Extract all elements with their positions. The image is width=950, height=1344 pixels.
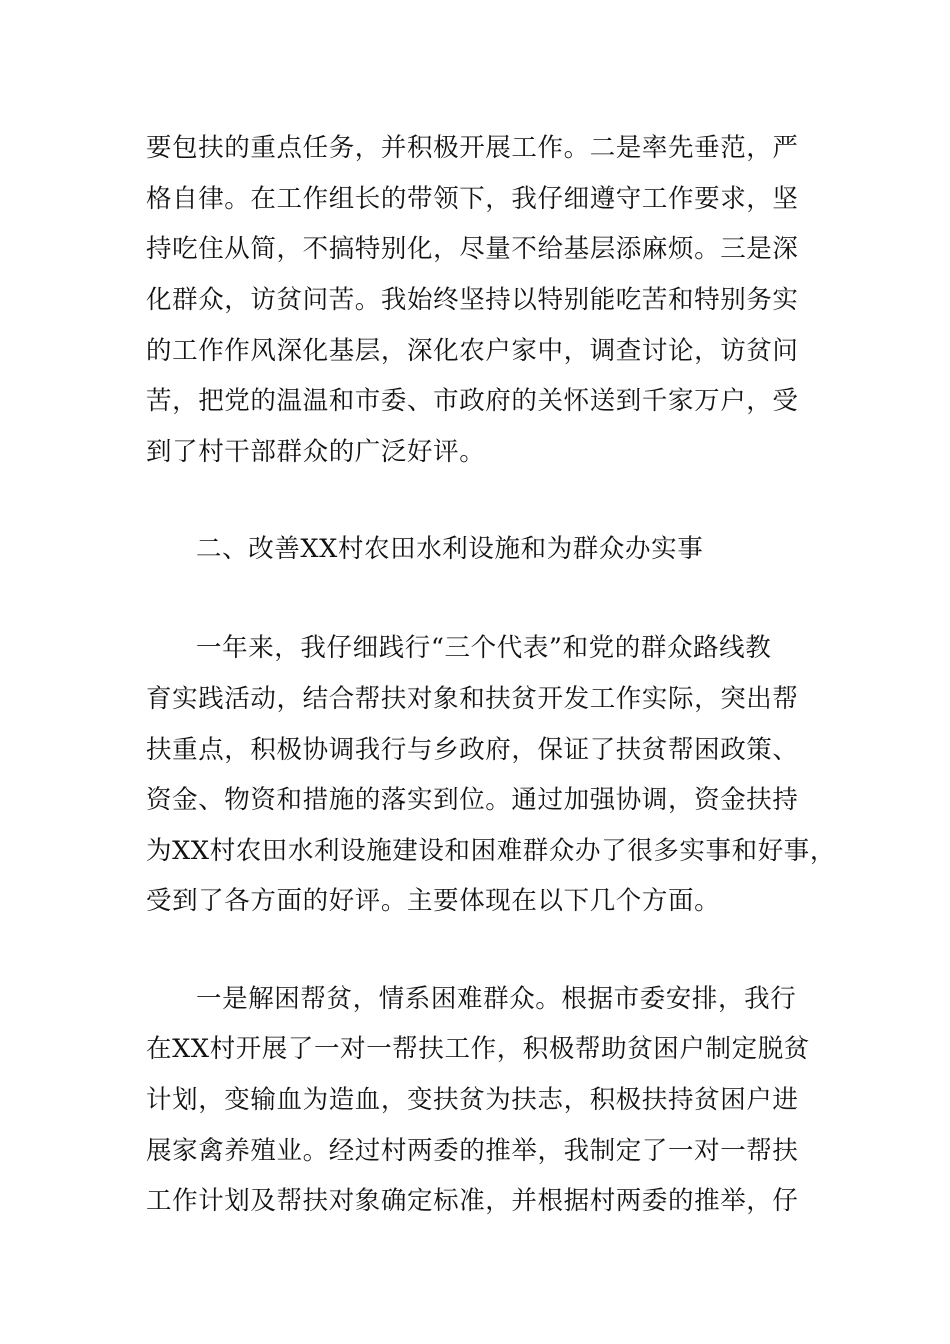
section-heading: 二、改善XX村农田水利设施和为群众办实事 <box>196 534 704 564</box>
paragraph-1-line-7: 到了村干部群众的广泛好评。 <box>146 437 486 467</box>
paragraph-1-line-1: 要包扶的重点任务，并积极开展工作。二是率先垂范，严 <box>146 133 799 163</box>
paragraph-1-line-4: 化群众，访贫问苦。我始终坚持以特别能吃苦和特别务实 <box>146 285 799 315</box>
paragraph-3-line-2: 在XX村开展了一对一帮扶工作，积极帮助贫困户制定脱贫 <box>146 1034 810 1064</box>
paragraph-1-line-3: 持吃住从简，不搞特别化，尽量不给基层添麻烦。三是深 <box>146 234 799 264</box>
paragraph-3-line-3: 计划，变输血为造血，变扶贫为扶志，积极扶持贫困户进 <box>146 1085 799 1115</box>
paragraph-3-line-4: 展家禽养殖业。经过村两委的推举，我制定了一对一帮扶 <box>146 1136 799 1166</box>
paragraph-2-line-4: 资金、物资和措施的落实到位。通过加强协调，资金扶持 <box>146 785 799 815</box>
paragraph-3-line-5: 工作计划及帮扶对象确定标准，并根据村两委的推举，仔 <box>146 1186 799 1216</box>
paragraph-1-line-6: 苦，把党的温温和市委、市政府的关怀送到千家万户，受 <box>146 386 799 416</box>
paragraph-2-line-6: 受到了各方面的好评。主要体现在以下几个方面。 <box>146 886 721 916</box>
paragraph-3-line-1: 一是解困帮贫，情系困难群众。根据市委安排，我行 <box>196 984 797 1014</box>
paragraph-2-line-3: 扶重点，积极协调我行与乡政府，保证了扶贫帮困政策、 <box>146 735 799 765</box>
paragraph-1-line-2: 格自律。在工作组长的带领下，我仔细遵守工作要求，坚 <box>146 184 799 214</box>
paragraph-2-line-2: 育实践活动，结合帮扶对象和扶贫开发工作实际，突出帮 <box>146 684 799 714</box>
paragraph-2-line-5: 为XX村农田水利设施建设和困难群众办了很多实事和好事， <box>146 836 837 866</box>
paragraph-2-line-1: 一年来，我仔细践行“三个代表”和党的群众路线教 <box>196 633 772 663</box>
paragraph-1-line-5: 的工作作风深化基层，深化农户家中，调查讨论，访贫问 <box>146 336 799 366</box>
